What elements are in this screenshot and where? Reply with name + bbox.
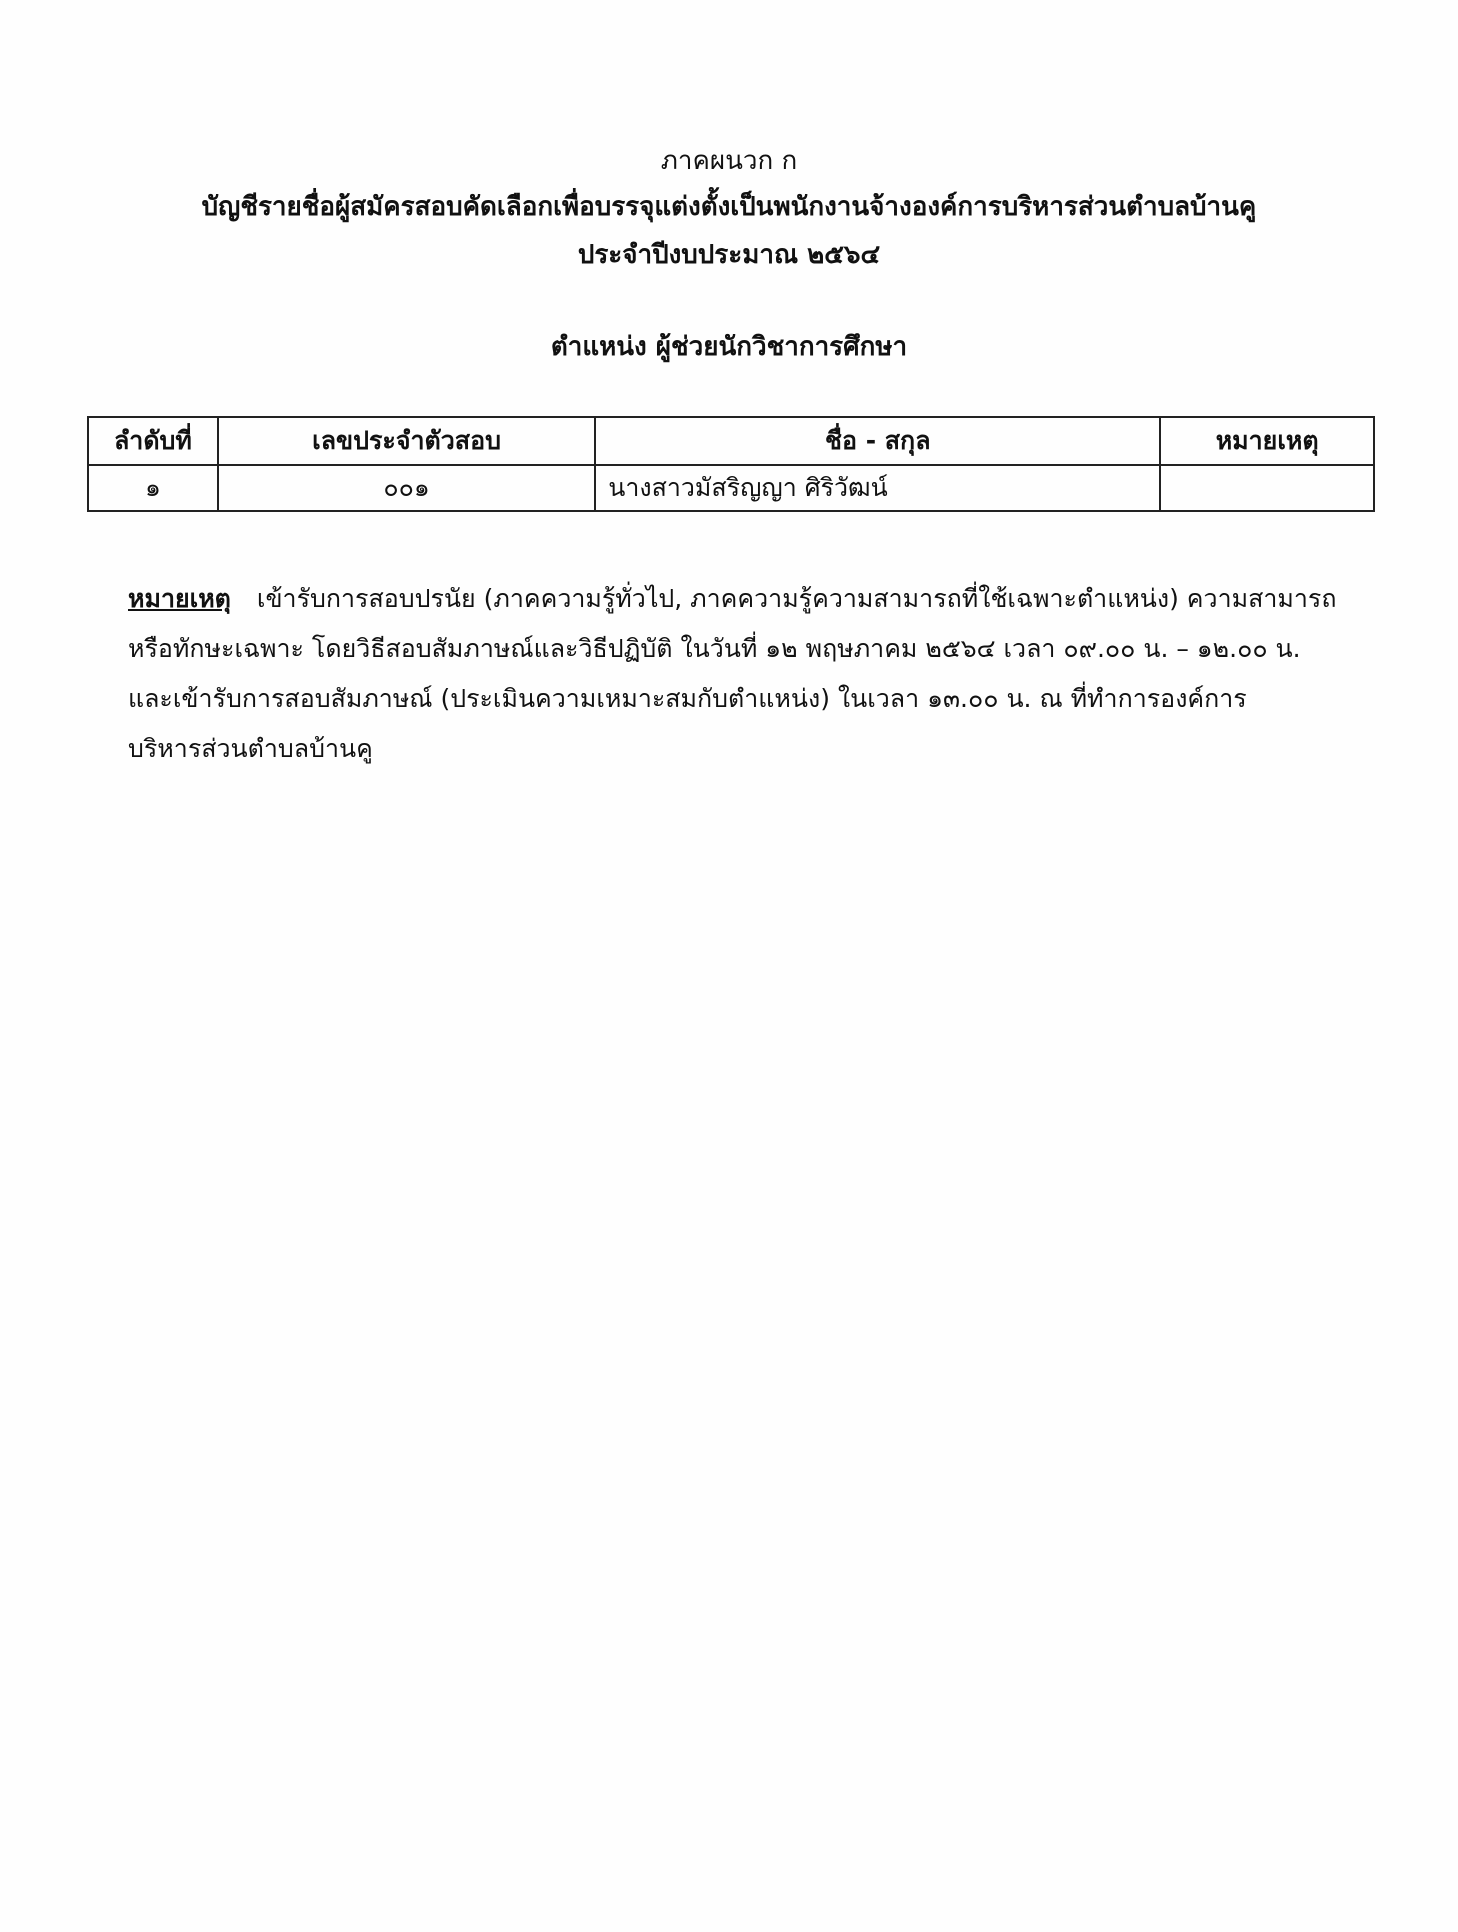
table-row bbox=[88, 465, 1374, 511]
cell-exam-id: ๐๐๑ bbox=[218, 465, 595, 511]
document-title: บัญชีรายชื่อผู้สมัครสอบคัดเลือกเพื่อบรรจุแต่งตั้งเป็นพนักงานจ้างองค์การบริหารส่วนตำบลบ้านคู bbox=[201, 192, 1257, 222]
note-line-4: บริหารส่วนตำบลบ้านคู bbox=[128, 734, 373, 763]
note-label: หมายเหตุ bbox=[128, 584, 231, 613]
candidate-table bbox=[87, 416, 1375, 512]
position-heading: ตำแหน่ง ผู้ช่วยนักวิชาการศึกษา bbox=[550, 332, 908, 362]
table-header-row bbox=[88, 417, 1374, 465]
cell-remark bbox=[1160, 465, 1374, 511]
note-line-2: หรือทักษะเฉพาะ โดยวิธีสอบสัมภาษณ์และวิธีปฏิบัติ ในวันที่ ๑๒ พฤษภาคม ๒๕๖๔ เวลา ๐๙.๐๐ น. – ๑๒.๐๐ น. bbox=[128, 634, 1301, 663]
fiscal-year-heading: ประจำปีงบประมาณ ๒๕๖๔ bbox=[577, 240, 881, 270]
cell-no: ๑ bbox=[88, 465, 218, 511]
appendix-heading: ภาคผนวก ก bbox=[660, 146, 798, 176]
column-header-remark: หมายเหตุ bbox=[1160, 417, 1374, 465]
note-section bbox=[128, 574, 1378, 774]
column-header-exam-id: เลขประจำตัวสอบ bbox=[218, 417, 595, 465]
column-header-no: ลำดับที่ bbox=[88, 417, 218, 465]
note-line-1 bbox=[128, 574, 1378, 624]
cell-name: นางสาวมัสริญญา ศิริวัฒน์ bbox=[595, 465, 1160, 511]
note-text-1: เข้ารับการสอบปรนัย (ภาคความรู้ทั่วไป, ภาคความรู้ความสามารถที่ใช้เฉพาะตำแหน่ง) ความสามารถ bbox=[256, 584, 1337, 613]
column-header-name: ชื่อ - สกุล bbox=[595, 417, 1160, 465]
note-line-3: และเข้ารับการสอบสัมภาษณ์ (ประเมินความเหมาะสมกับตำแหน่ง) ในเวลา ๑๓.๐๐ น. ณ ที่ทำการองค์การ bbox=[128, 684, 1247, 713]
